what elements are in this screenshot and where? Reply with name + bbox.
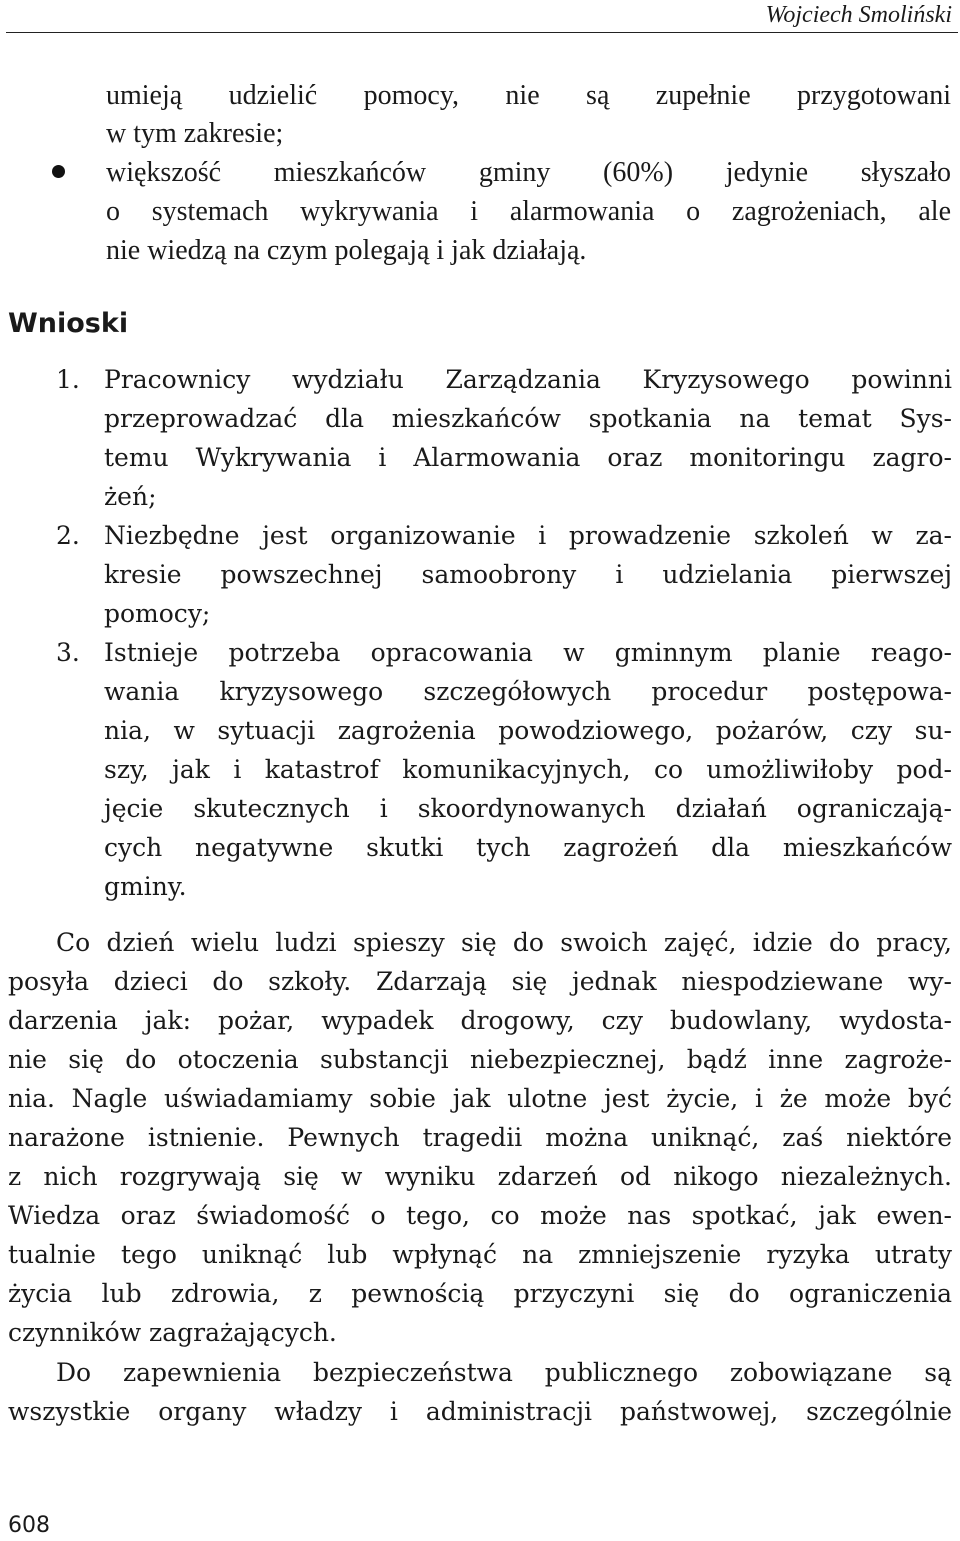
paragraph-line: posyła dzieci do szkoły. Zdarzają się jednak niespodziewane wy- [8,967,952,996]
paragraph-line: wszystkie organy władzy i administracji państwowej, szczególnie [8,1397,952,1426]
conclusion-line: Niezbędne jest organizowanie i prowadzenie szkoleń w za- [104,521,952,550]
conclusion-line: Istnieje potrzeba opracowania w gminnym planie reago- [104,638,952,667]
conclusion-line: kresie powszechnej samoobrony i udzielania pierwszej [104,560,952,589]
conclusion-line: temu Wykrywania i Alarmowania oraz monitoringu zagro- [104,443,952,472]
paragraph-line: czynników zagrażających. [8,1318,337,1347]
conclusion-line: jęcie skutecznych i skoordynowanych działań ograniczają- [104,794,952,823]
paragraph-line: Wiedza oraz świadomość o tego, co może nas spotkać, jak ewen- [8,1201,952,1230]
running-header-author: Wojciech Smoliński [765,2,952,28]
section-heading: Wnioski [8,308,129,339]
list-number: 3. [56,638,80,667]
paragraph-line: narażone istnienie. Pewnych tragedii można uniknąć, zaś niektóre [8,1123,952,1152]
paragraph-line: nia. Nagle uświadamiamy sobie jak ulotne jest życie, i że może być [8,1084,952,1113]
conclusion-line: Pracownicy wydziału Zarządzania Kryzysowego powinni [104,365,952,394]
paragraph-line: tualnie tego uniknąć lub wpłynąć na zmniejszenie ryzyka utraty [8,1240,952,1269]
conclusion-line: szy, jak i katastrof komunikacyjnych, co umożliwiłoby pod- [104,755,952,784]
list-number: 2. [56,521,80,550]
page-header [0,0,960,34]
list-continuation-line: w tym zakresie; [106,118,284,149]
bullet-item-line: o systemach wykrywania i alarmowania o zagrożeniach, ale [106,196,951,227]
conclusion-line: nia, w sytuacji zagrożenia powodziowego, pożarów, czy su- [104,716,952,745]
conclusion-line: pomocy; [104,599,211,628]
paragraph-line: życia lub zdrowia, z pewnością przyczyni się do ograniczenia [8,1279,952,1308]
page-number: 608 [8,1513,50,1538]
conclusion-line: gminy. [104,872,187,901]
bullet-item-line: nie wiedzą na czym polegają i jak działają. [106,235,587,266]
header-rule [6,32,958,33]
bullet-icon [52,165,65,178]
paragraph-line: nie się do otoczenia substancji niebezpiecznej, bądź inne zagroże- [8,1045,952,1074]
paragraph-line: darzenia jak: pożar, wypadek drogowy, czy budowlany, wydosta- [8,1006,952,1035]
conclusion-line: przeprowadzać dla mieszkańców spotkania na temat Sys- [104,404,952,433]
bullet-item-line: większość mieszkańców gminy (60%) jedynie słyszało [106,157,951,188]
conclusion-line: wania kryzysowego szczegółowych procedur postępowa- [104,677,952,706]
paragraph-line: z nich rozgrywają się w wyniku zdarzeń od nikogo niezależnych. [8,1162,952,1191]
conclusion-line: żeń; [104,482,157,511]
list-number: 1. [56,365,80,394]
paragraph-line: Do zapewnienia bezpieczeństwa publicznego zobowiązane są [56,1358,952,1387]
list-continuation-line: umieją udzielić pomocy, nie są zupełnie przygotowani [106,80,951,111]
conclusion-line: cych negatywne skutki tych zagrożeń dla mieszkańców [104,833,952,862]
paragraph-line: Co dzień wielu ludzi spieszy się do swoich zajęć, idzie do pracy, [56,928,952,957]
